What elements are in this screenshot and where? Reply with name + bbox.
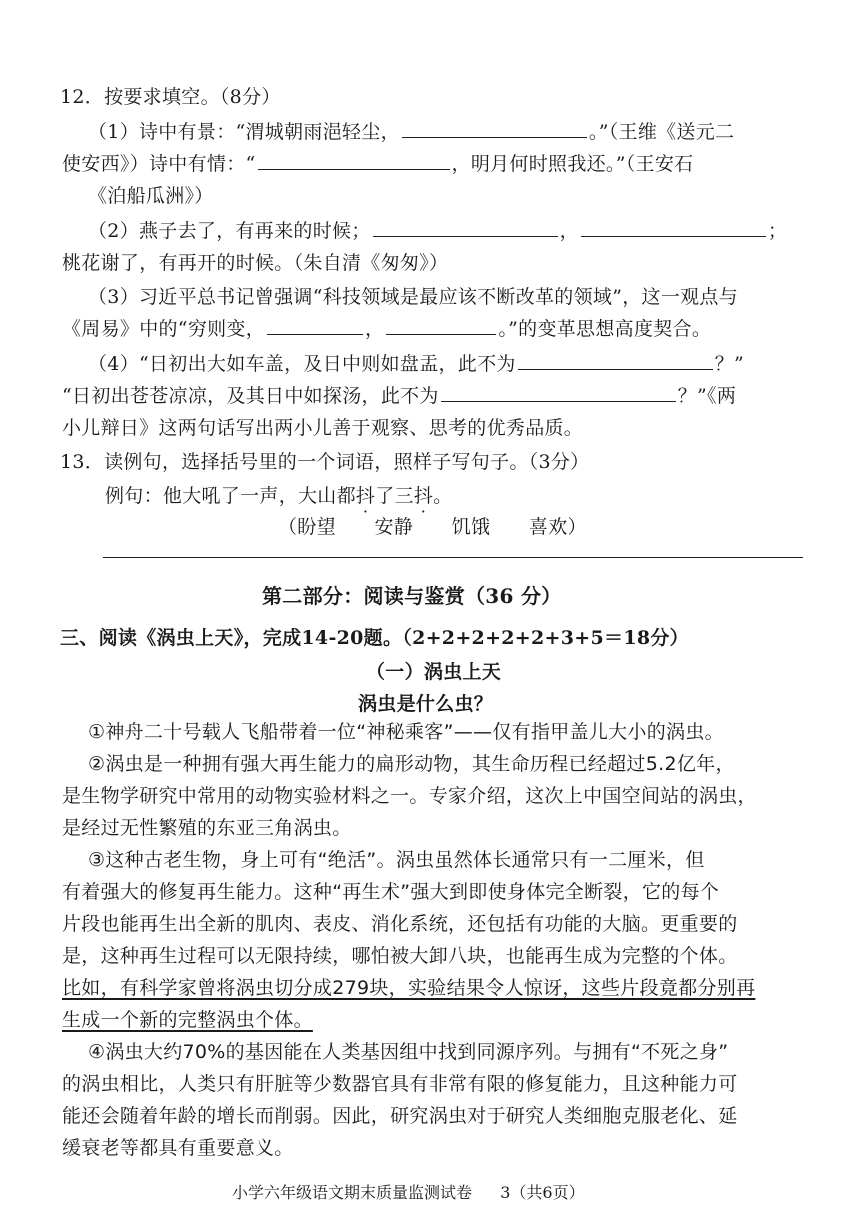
q13-options: （盼望 安静 饥饿 喜欢） xyxy=(278,516,587,538)
underlined-sentence: 比如，有科学家曾将涡虫切分成279块，实验结果令人惊讶，这些片段竟都分别再 xyxy=(62,977,756,999)
answer-line[interactable] xyxy=(103,557,803,558)
article-paragraph-2-line: 是经过无性繁殖的东亚三角涡虫。 xyxy=(62,817,352,839)
q12-part4-line1: （4）“日初出大如车盖，及日中则如盘盂，此不为 ？” xyxy=(88,353,745,375)
answer-blank[interactable] xyxy=(267,316,363,335)
answer-blank[interactable] xyxy=(581,218,766,237)
underlined-sentence: 生成一个新的完整涡虫个体。 xyxy=(62,1009,313,1031)
exam-name: 小学六年级语文期末质量监测试卷 xyxy=(232,1183,473,1202)
article-paragraph-2-line: ②涡虫是一种拥有强大再生能力的扁形动物，其生命历程已经超过5.2亿年， xyxy=(88,753,735,775)
article-paragraph-2-line: 是生物学研究中常用的动物实验材料之一。专家介绍，这次上中国空间站的涡虫， xyxy=(62,785,757,807)
q12-part2-line1: （2）燕子去了，有再来的时候； ， ； xyxy=(88,220,788,242)
part2-heading: 第二部分：阅读与鉴赏（36 分） xyxy=(262,584,562,608)
section3-heading: 三、阅读《涡虫上天》，完成14-20题。（2+2+2+2+2+3+5＝18分） xyxy=(60,627,689,649)
q12-title: 12．按要求填空。（8分） xyxy=(60,86,281,108)
q13-example: 例句：他大吼了一声，大山都抖了三抖。 xyxy=(105,485,453,507)
q12-part1-line2: 使安西》）诗中有情：“ ，明月何时照我还。”（王安石 xyxy=(62,153,694,175)
article-paragraph-3-line: 片段也能再生出全新的肌肉、表皮、消化系统，还包括有功能的大脑。更重要的 xyxy=(62,913,738,935)
page-number: 3（共6页） xyxy=(500,1183,585,1202)
article-paragraph-3-line: 有着强大的修复再生能力。这种“再生术”强大到即使身体完全断裂，它的每个 xyxy=(62,881,720,903)
answer-blank[interactable] xyxy=(386,316,496,335)
q12-part4-line3: 小儿辩日》这两句话写出两小儿善于观察、思考的优秀品质。 xyxy=(62,417,584,439)
footer xyxy=(232,1180,585,1203)
q13-title: 13．读例句，选择括号里的一个词语，照样子写句子。（3分） xyxy=(60,451,590,473)
article-subheading: 涡虫是什么虫？ xyxy=(358,693,494,715)
q12-part2-line2: 桃花谢了，有再开的时候。（朱自清《匆匆》） xyxy=(62,252,449,274)
answer-blank[interactable] xyxy=(518,351,713,370)
article-paragraph-3-line: 是，这种再生过程可以无限持续，哪怕被大卸八块，也能再生成为完整的个体。 xyxy=(62,945,738,967)
q12-part3-line1: （3）习近平总书记曾强调“科技领域是最应该不断改革的领域”，这一观点与 xyxy=(88,286,739,308)
answer-blank[interactable] xyxy=(441,383,676,402)
q12-part1-line3: 《泊船瓜洲》） xyxy=(88,185,214,207)
article-paragraph-4-line: 能还会随着年龄的增长而削弱。因此，研究涡虫对于研究人类细胞克服老化、延 xyxy=(62,1105,738,1127)
article-paragraph-4-line: 缓衰老等都具有重要意义。 xyxy=(62,1137,294,1159)
article-paragraph-4-line: 的涡虫相比，人类只有肝脏等少数器官具有非常有限的修复能力，且这种能力可 xyxy=(62,1073,738,1095)
q12-part4-line2: “日初出苍苍凉凉，及其日中如探汤，此不为 ？”《两 xyxy=(62,385,737,407)
answer-blank[interactable] xyxy=(258,151,450,170)
emphasis-dot-char: 抖 xyxy=(355,485,376,507)
article-paragraph-4-line: ④涡虫大约70%的基因能在人类基因组中找到同源序列。与拥有“不死之身” xyxy=(88,1041,729,1063)
article-paragraph-1: ①神舟二十号载人飞船带着一位“神秘乘客”——仅有指甲盖儿大小的涡虫。 xyxy=(88,721,724,743)
article-title: （一）涡虫上天 xyxy=(366,661,502,683)
emphasis-dot-char: 抖 xyxy=(413,485,434,507)
q12-part3-line2: 《周易》中的“穷则变， ， 。”的变革思想高度契合。 xyxy=(62,318,712,340)
q12-part1-line1: （1）诗中有景：“渭城朝雨浥轻尘， 。”（王维《送元二 xyxy=(88,121,735,143)
answer-blank[interactable] xyxy=(402,119,587,138)
article-paragraph-3-line: ③这种古老生物，身上可有“绝活”。涡虫虽然体长通常只有一二厘米，但 xyxy=(88,849,705,871)
answer-blank[interactable] xyxy=(373,218,558,237)
